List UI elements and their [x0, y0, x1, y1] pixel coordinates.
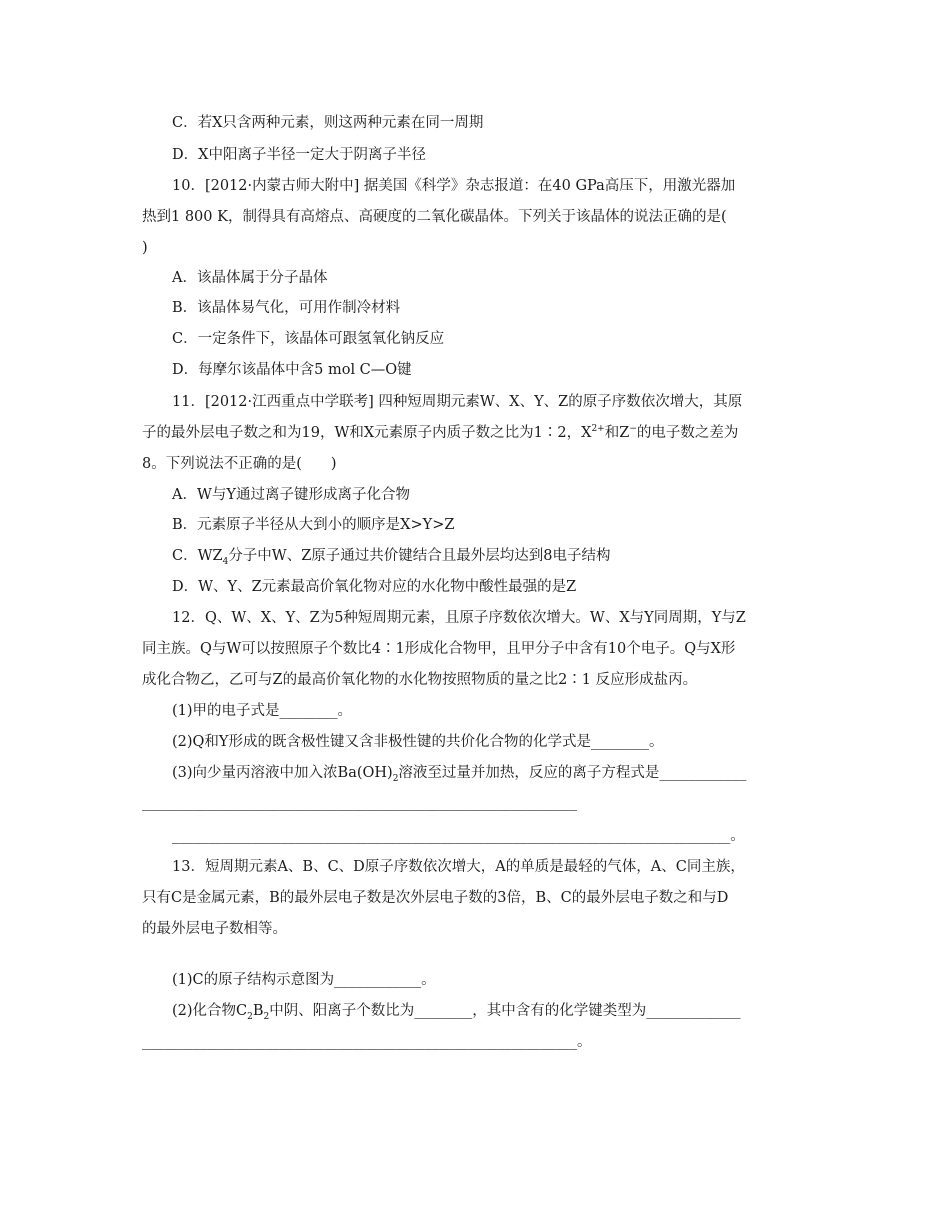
q11-option-b: B．元素原子半径从大到小的顺序是X>Y>Z: [172, 517, 455, 533]
q13-stem-line3: 的最外层电子数相等。: [142, 921, 287, 937]
q12-part3: (3)向少量丙溶液中加入浓$Ba(OH)_2$溶液至过量并加热，反应的离子方程式是____________: [172, 765, 747, 784]
q9-option-d: D．X中阳离子半径一定大于阴离子半径: [172, 147, 426, 163]
q10-stem-line2: 热到1 800 K，制得具有高熔点、高硬度的二氧化碳晶体。下列关于该晶体的说法正确的是(: [142, 209, 727, 225]
q10-option-d: D．每摩尔该晶体中含5 mol C—O键: [172, 362, 412, 378]
q13-stem-line1: 13．短周期元素A、B、C、D原子序数依次增大，A的单质是最轻的气体，A、C同主族，: [172, 859, 745, 875]
q10-option-a: A．该晶体属于分子晶体: [172, 270, 328, 286]
q12-stem-line3: 成化合物乙，乙可与Z的最高价氧化物的水化物按照物质的量之比2∶1 反应形成盐丙。: [142, 672, 698, 688]
q10-option-b: B．该晶体易气化，可用作制冷材料: [172, 300, 401, 316]
q11-stem-line3: 8。下列说法不正确的是( ): [142, 456, 337, 472]
q12-part1: (1)甲的电子式是________。: [172, 703, 353, 719]
q12-part3-blank-line: ____________________________________________________________: [142, 795, 577, 811]
q11-option-a: A．W与Y通过离子键形成离子化合物: [172, 487, 410, 503]
q10-option-c: C．一定条件下，该晶体可跟氢氧化钠反应: [172, 331, 445, 347]
q12-stem-line2: 同主族。Q与W可以按照原子个数比4∶1形成化合物甲，且甲分子中含有10个电子。Q与X形: [142, 641, 736, 657]
q10-stem-line3: ): [142, 240, 148, 256]
q13-part2: (2)化合物$C_2B_2$中阴、阳离子个数比为________，其中含有的化学键类型为_____________: [172, 1003, 741, 1022]
q12-part3-blank-end: _____________________________________________________________________________。: [172, 828, 745, 844]
q12-part2: (2)Q和Y形成的既含极性键又含非极性键的共价化合物的化学式是________。: [172, 734, 664, 750]
q13-part1: (1)C的原子结构示意图为____________。: [172, 972, 436, 988]
q11-stem-line1: 11．[2012·江西重点中学联考] 四种短周期元素W、X、Y、Z的原子序数依次增大，其原: [172, 394, 743, 410]
q10-stem-line1: 10．[2012·内蒙古师大附中] 据美国《科学》杂志报道：在40 GPa高压下，用激光器加: [172, 178, 736, 194]
q13-part2-blank-end: ____________________________________________________________。: [142, 1034, 592, 1050]
q12-stem-line1: 12．Q、W、X、Y、Z为5种短周期元素，且原子序数依次增大。W、X与Y同周期，Y与Z: [172, 610, 746, 626]
q13-stem-line2: 只有C是金属元素，B的最外层电子数是次外层电子数的3倍，B、C的最外层电子数之和与D: [142, 890, 729, 906]
q9-option-c: C．若X只含两种元素，则这两种元素在同一周期: [172, 115, 484, 131]
q11-option-c: C．$WZ_4$分子中W、Z原子通过共价键结合且最外层均达到8电子结构: [172, 548, 611, 567]
q11-stem-line2: 子的最外层电子数之和为19，W和X元素原子内质子数之比为1∶2，$X^{2+}$和Z−的电子数之差为: [142, 424, 739, 441]
q11-option-d: D．W、Y、Z元素最高价氧化物对应的水化物中酸性最强的是Z: [172, 579, 577, 595]
